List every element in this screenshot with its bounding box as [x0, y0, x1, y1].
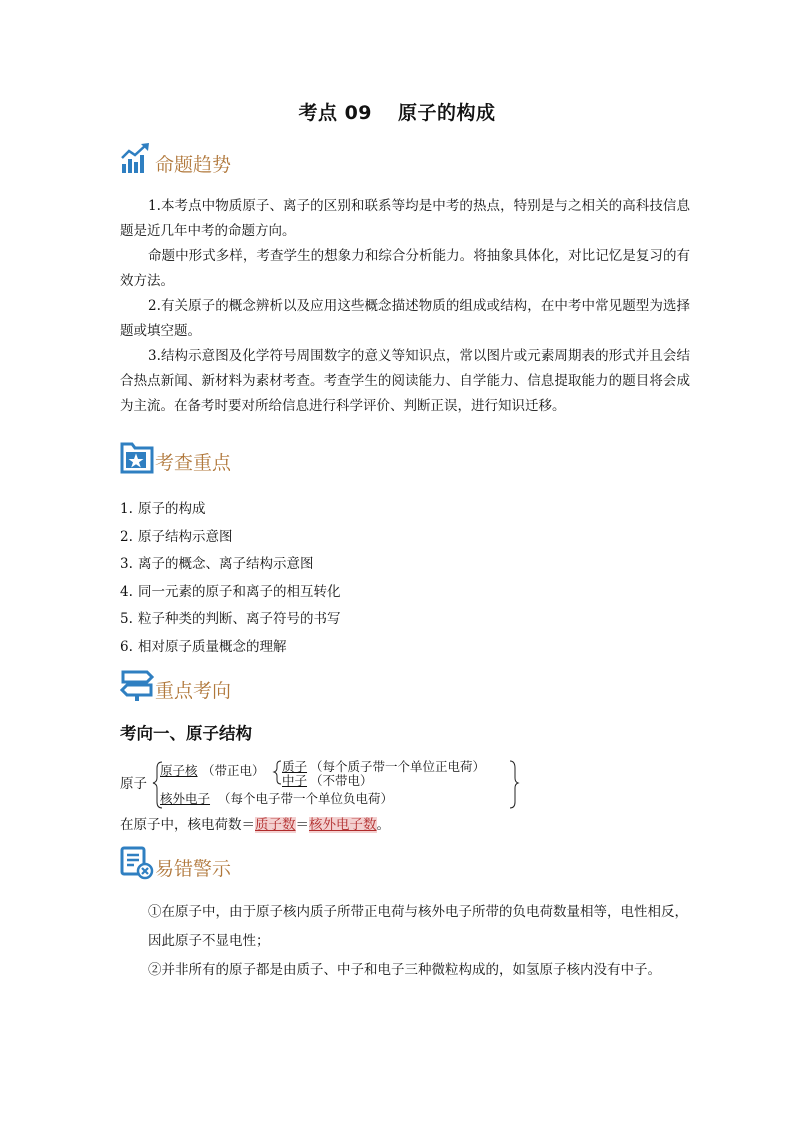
section-direction-header	[120, 668, 231, 702]
section-trend-label: 命题趋势	[155, 154, 232, 176]
charge-equation: 在原子中，核电荷数＝质子数＝核外电子数。	[120, 817, 390, 833]
document-error-icon	[120, 846, 154, 880]
warning-list	[148, 898, 688, 985]
trend-paragraph: 1.本考点中物质原子、离子的区别和联系等均是中考的热点，特别是与之相关的高科技信息题是近几年中考的命题方向。	[120, 198, 690, 239]
atom-label: 原子	[120, 776, 147, 792]
list-item: 5. 粒子种类的判断、离子符号的书写	[120, 611, 341, 627]
nucleus-label: 原子核	[160, 763, 198, 778]
neutron-label: 中子	[282, 773, 308, 788]
warning-item: ①在原子中，由于原子核内质子所带正电荷与核外电子所带的负电荷数量相等，电性相反，因此原子不显电性；	[148, 904, 688, 949]
proton-count-highlight: 质子数	[255, 817, 296, 833]
proton-note: （每个质子带一个单位正电荷）	[310, 759, 486, 774]
electron-label: 核外电子	[160, 791, 211, 806]
section-warning-label: 易错警示	[155, 858, 232, 880]
electron-note: （每个电子带一个单位负电荷）	[218, 791, 394, 806]
direction-one-heading: 考向一、原子结构	[120, 724, 252, 743]
trend-paragraph: 3.结构示意图及化学符号周围数字的意义等知识点，常以图片或元素周期表的形式并且会结合热点新闻、新材料为素材考查。考查学生的阅读能力、自学能力、信息提取能力的题目将会成为主流。在备考时要对所给信息进行科学评价、判断正误，进行知识迁移。	[120, 348, 690, 414]
trend-paragraphs	[120, 194, 690, 419]
list-item: 4. 同一元素的原子和离子的相互转化	[120, 583, 341, 600]
bar-chart-trend-icon	[120, 142, 154, 176]
warning-item: ②并非所有的原子都是由质子、中子和电子三种微粒构成的，如氢原子核内没有中子。	[148, 962, 661, 978]
nucleus-note: （带正电）	[202, 763, 265, 778]
list-item: 2. 原子结构示意图	[120, 528, 233, 545]
title-number: 考点 09	[298, 102, 373, 124]
star-folder-icon	[120, 440, 154, 474]
section-warning-header	[120, 846, 231, 880]
title-name: 原子的构成	[398, 102, 496, 124]
proton-label: 质子	[282, 759, 308, 774]
section-focus-header	[120, 440, 231, 474]
page-title	[0, 98, 794, 125]
electron-count-highlight: 核外电子数	[309, 817, 377, 833]
list-item: 6. 相对原子质量概念的理解	[120, 638, 287, 655]
list-item: 1. 原子的构成	[120, 501, 206, 517]
neutron-note: （不带电）	[310, 773, 373, 788]
atom-structure-diagram	[120, 758, 540, 810]
list-item: 3. 离子的概念、离子结构示意图	[120, 556, 314, 572]
section-trend-header	[120, 142, 231, 176]
signpost-icon	[120, 668, 154, 702]
trend-paragraph: 命题中形式多样，考查学生的想象力和综合分析能力。将抽象具体化，对比记忆是复习的有效方法。	[120, 248, 690, 289]
section-focus-label: 考查重点	[155, 452, 232, 474]
trend-paragraph: 2.有关原子的概念辨析以及应用这些概念描述物质的组成或结构，在中考中常见题型为选择题或填空题。	[120, 298, 690, 339]
section-direction-label: 重点考向	[155, 680, 232, 702]
focus-list	[120, 496, 341, 661]
